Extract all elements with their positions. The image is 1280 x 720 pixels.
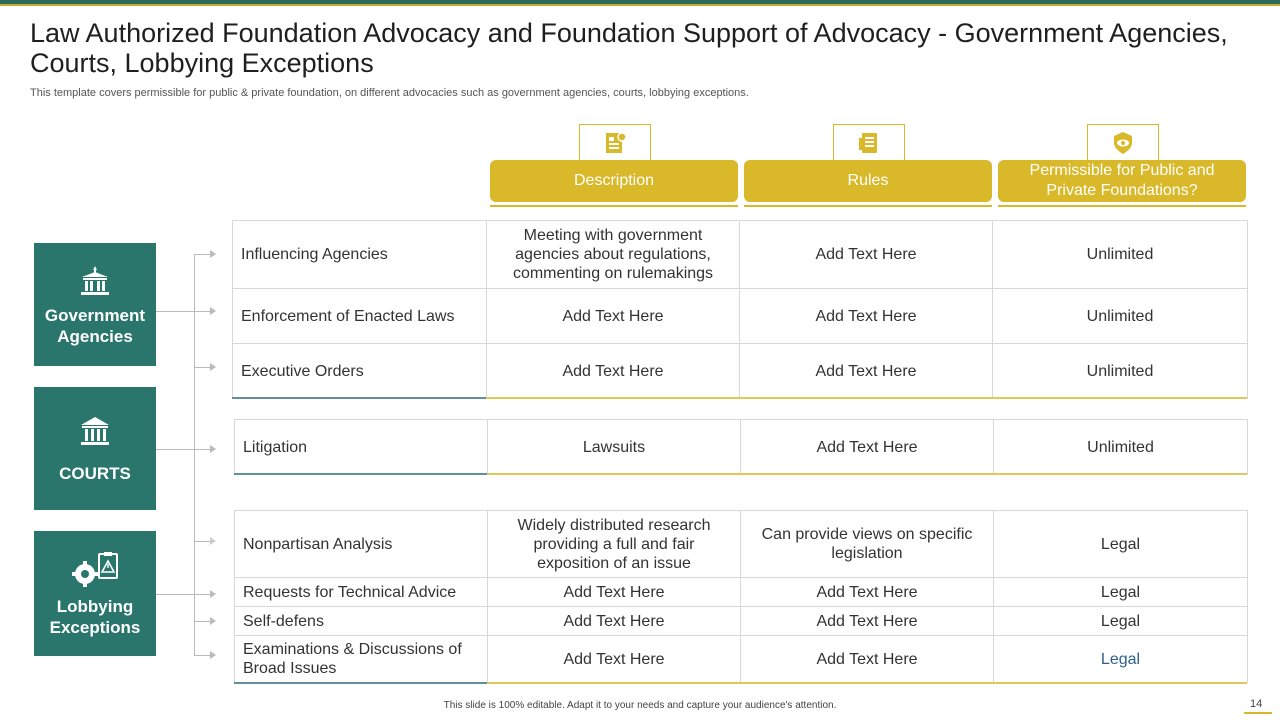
connector-bracket: [194, 254, 195, 656]
description-cell: Add Text Here: [487, 289, 740, 344]
permissible-icon-box: [1087, 124, 1159, 161]
footer-note: This slide is 100% editable. Adapt it to your needs and capture your audience's attention.: [443, 700, 837, 711]
rules-cell: Add Text Here: [740, 289, 993, 344]
column-header-description: Description: [490, 160, 738, 202]
permissible-cell: Unlimited: [993, 289, 1248, 344]
top-gold-bar: [0, 4, 1280, 6]
permissible-cell: Legal: [994, 607, 1248, 636]
rules-cell: Add Text Here: [740, 344, 993, 399]
table-row: [233, 344, 1248, 399]
arrow-head: [210, 537, 216, 545]
description-cell: Widely distributed research providing a full and fair exposition of an issue: [488, 511, 741, 578]
row-label: Nonpartisan Analysis: [235, 511, 488, 578]
permissible-cell[interactable]: Legal: [994, 636, 1248, 683]
row-label: Executive Orders: [233, 344, 487, 399]
group-label-courts: COURTS: [59, 464, 131, 483]
column-header-rules: Rules: [744, 160, 992, 202]
permissible-cell: Unlimited: [994, 420, 1248, 475]
row-label: Requests for Technical Advice: [235, 578, 488, 607]
rules-clipboard-icon: [856, 130, 882, 156]
description-cell: Add Text Here: [488, 636, 741, 683]
arrow-head: [210, 445, 216, 453]
page-subtitle: This template covers permissible for public & private foundation, on different advocacies such as government agencies, courts, lobbying exceptions.: [30, 87, 749, 99]
arrow-head: [210, 590, 216, 598]
table-underline: [487, 682, 1247, 684]
permissible-cell: Unlimited: [993, 221, 1248, 289]
government-agencies-table: [232, 220, 1248, 399]
table-row: [235, 578, 1248, 607]
connector-line: [156, 449, 214, 450]
table-row: [233, 221, 1248, 289]
rules-cell: Add Text Here: [741, 420, 994, 475]
description-cell: Add Text Here: [488, 578, 741, 607]
shield-eye-icon: [1110, 130, 1136, 156]
column-underline: [744, 205, 992, 207]
row-label: Influencing Agencies: [233, 221, 487, 289]
page-title: Law Authorized Foundation Advocacy and Foundation Support of Advocacy - Government Agencies, Courts, Lobbying Exceptions: [30, 18, 1228, 78]
courthouse-icon: [77, 413, 113, 449]
arrow-head: [210, 363, 216, 371]
group-government-agencies: [34, 243, 156, 366]
table-row: [235, 511, 1248, 578]
column-header-permissible: Permissible for Public and Private Foundations?: [998, 160, 1246, 202]
connector-line: [156, 594, 214, 595]
rules-icon-box: [833, 124, 905, 161]
description-cell: Add Text Here: [487, 344, 740, 399]
group-lobbying-exceptions: [34, 531, 156, 656]
connector-line: [156, 311, 214, 312]
table-underline: [232, 397, 486, 399]
description-cell: Add Text Here: [488, 607, 741, 636]
rules-cell: Can provide views on specific legislation: [741, 511, 994, 578]
table-row: [233, 289, 1248, 344]
arrow-head: [210, 307, 216, 315]
description-cell: Meeting with government agencies about regulations, commenting on rulemakings: [487, 221, 740, 289]
permissible-cell: Legal: [994, 578, 1248, 607]
group-label-government: Government Agencies: [44, 305, 146, 346]
table-underline: [486, 397, 1247, 399]
rules-cell: Add Text Here: [741, 578, 994, 607]
table-row: [235, 420, 1248, 475]
government-building-icon: [77, 263, 113, 299]
page-number: 14: [1250, 698, 1263, 710]
arrow-head: [210, 651, 216, 659]
table-underline: [234, 473, 487, 475]
arrow-head: [210, 617, 216, 625]
rules-cell: Add Text Here: [740, 221, 993, 289]
description-icon-box: [579, 124, 651, 161]
row-label: Self-defens: [235, 607, 488, 636]
permissible-cell: Legal: [994, 511, 1248, 578]
column-underline: [490, 205, 738, 207]
column-underline: [998, 205, 1246, 207]
courts-table: [234, 419, 1248, 475]
table-row: [235, 607, 1248, 636]
rules-cell: Add Text Here: [741, 636, 994, 683]
permissible-cell: Unlimited: [993, 344, 1248, 399]
gear-warning-icon: [69, 550, 121, 590]
page-number-underline: [1244, 712, 1272, 714]
row-label: Examinations & Discussions of Broad Issues: [235, 636, 488, 683]
group-label-lobbying: Lobbying Exceptions: [49, 596, 141, 637]
description-cell: Lawsuits: [488, 420, 741, 475]
row-label: Litigation: [235, 420, 488, 475]
group-courts: [34, 387, 156, 510]
arrow-head: [210, 250, 216, 258]
lobbying-exceptions-table: [234, 510, 1248, 683]
rules-cell: Add Text Here: [741, 607, 994, 636]
document-icon: [602, 130, 628, 156]
row-label: Enforcement of Enacted Laws: [233, 289, 487, 344]
table-underline: [234, 682, 487, 684]
table-row: [235, 636, 1248, 683]
table-underline: [487, 473, 1247, 475]
